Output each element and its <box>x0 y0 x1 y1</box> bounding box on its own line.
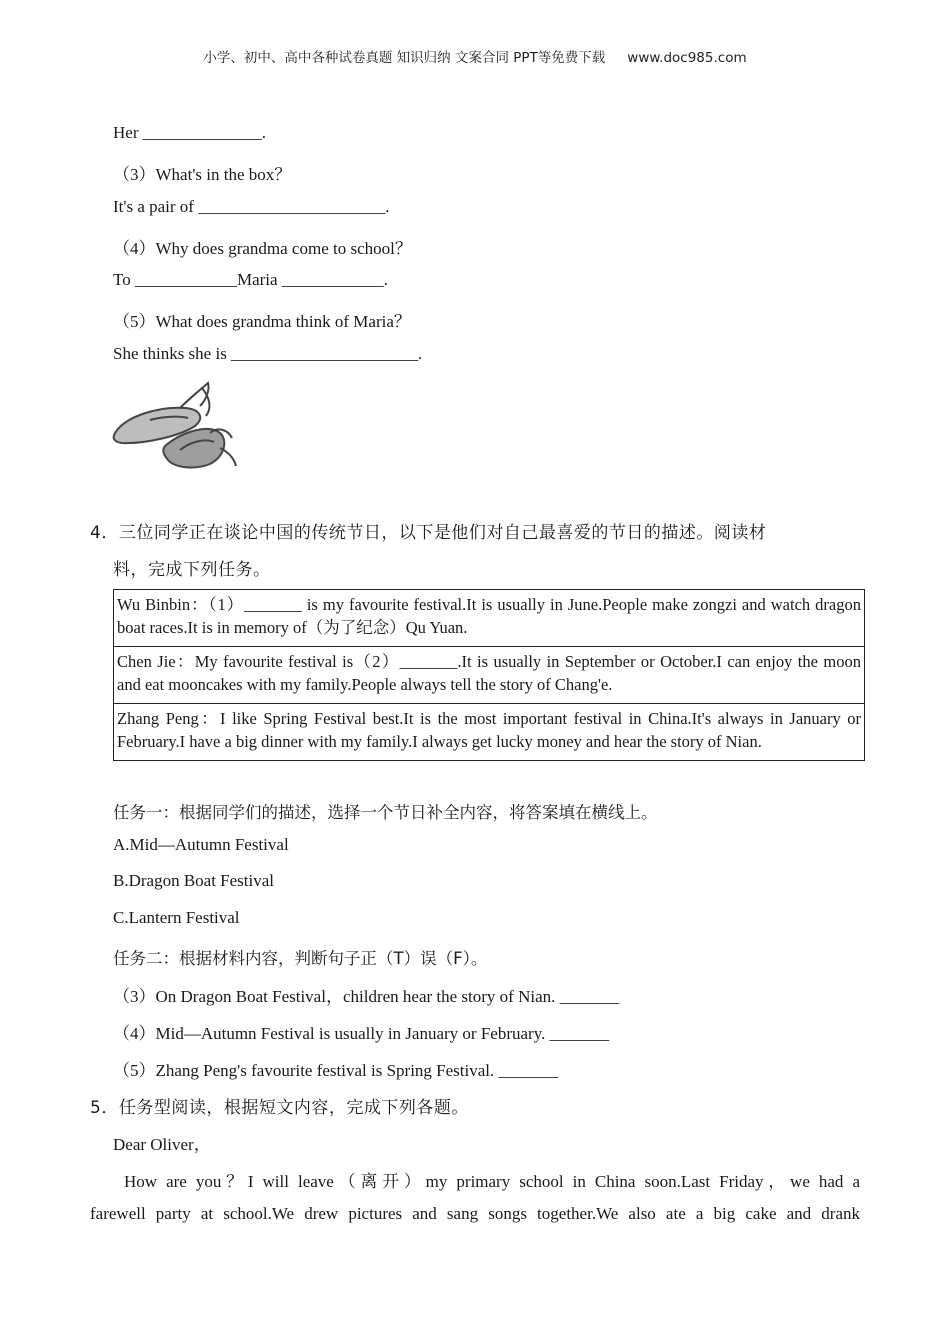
table-row <box>114 704 865 761</box>
table-cell-wu-binbin: Wu Binbin：（1）_______ is my favourite festival.It is usually in June.People make zongzi and watch dragon boat races.It is in memory of（为了纪念）Qu Yuan. <box>114 590 865 647</box>
table-cell-zhang-peng: Zhang Peng：I like Spring Festival best.It is the most important festival in China.It's always in January or February.I have a big dinner with my family.I always get lucky money and hear the story of Nian. <box>114 704 865 761</box>
statement-4: （4）Mid—Autumn Festival is usually in January or February. _______ <box>113 1024 610 1043</box>
page-header <box>0 46 950 66</box>
answer-line-her: Her ______________. <box>113 123 266 142</box>
statement-5: （5）Zhang Peng's favourite festival is Spring Festival. _______ <box>113 1061 559 1080</box>
answer-line-4: To ____________Maria ____________. <box>113 270 389 289</box>
option-a: A.Mid—Autumn Festival <box>113 835 289 854</box>
question-5: （5）What does grandma think of Maria？ <box>113 312 411 331</box>
q5-title: 5．任务型阅读，根据短文内容，完成下列各题。 <box>90 1098 469 1118</box>
q4-title-line1: 4．三位同学正在谈论中国的传统节日，以下是他们对自己最喜爱的节日的描述。阅读材 <box>90 523 767 543</box>
letter-paragraph-line2: farewell party at school.We drew pictures and sang songs together.We also ate a big cake and drank <box>90 1204 860 1223</box>
answer-line-5: She thinks she is ______________________. <box>113 344 423 363</box>
letter-greeting: Dear Oliver， <box>113 1135 211 1154</box>
table-row <box>114 590 865 647</box>
answer-line-3: It's a pair of ______________________. <box>113 197 390 216</box>
table-cell-chen-jie: Chen Jie：My favourite festival is（2）_______.It is usually in September or October.I can enjoy the moon and eat mooncakes with my family.People always tell the story of Chang'e. <box>114 647 865 704</box>
letter-paragraph-line1: How are you？I will leave（离开）my primary school in China soon.Last Friday，we had a <box>124 1172 860 1191</box>
header-text: 小学、初中、高中各种试卷真题 知识归纳 文案合同 PPT等免费下载 <box>203 50 606 66</box>
option-b: B.Dragon Boat Festival <box>113 871 275 890</box>
ballet-shoes-illustration <box>110 378 240 470</box>
task-2-instruction: 任务二：根据材料内容，判断句子正（T）误（F）。 <box>113 949 488 968</box>
table-row <box>114 647 865 704</box>
festival-table <box>113 589 865 761</box>
statement-3: （3）On Dragon Boat Festival，children hear the story of Nian. _______ <box>113 987 620 1006</box>
q4-title-line2: 料，完成下列任务。 <box>113 560 271 580</box>
question-3: （3）What's in the box？ <box>113 165 292 184</box>
option-c: C.Lantern Festival <box>113 908 240 927</box>
task-1-instruction: 任务一：根据同学们的描述，选择一个节日补全内容，将答案填在横线上。 <box>113 803 658 822</box>
header-site[interactable]: www.doc985.com <box>627 50 747 66</box>
question-4: （4）Why does grandma come to school？ <box>113 239 412 258</box>
